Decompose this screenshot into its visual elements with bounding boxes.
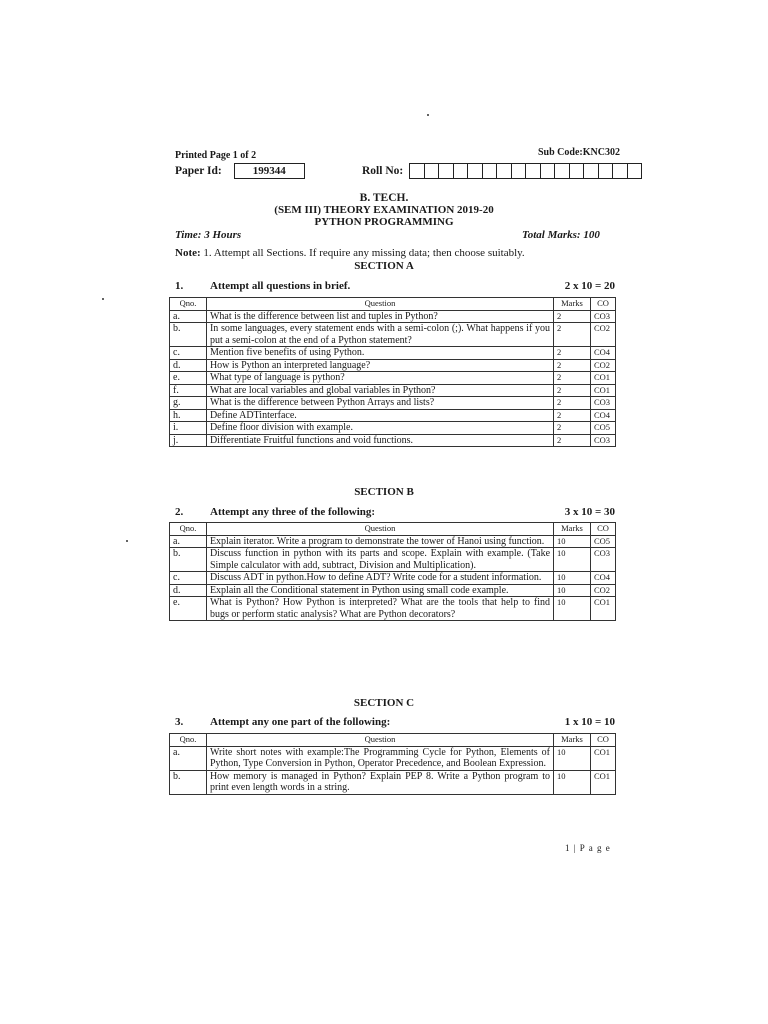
qno-header: Qno. xyxy=(170,298,207,311)
row-co: CO2 xyxy=(590,584,615,597)
row-qno: d. xyxy=(170,359,207,372)
row-question: What is the difference between Python Arrays and lists? xyxy=(206,397,553,410)
roll-no-box xyxy=(424,163,439,179)
qno-header: Qno. xyxy=(170,523,207,536)
table-header-row xyxy=(170,523,616,536)
table-row xyxy=(170,535,616,548)
roll-no-boxes xyxy=(409,163,642,179)
row-marks: 10 xyxy=(554,572,591,585)
section-b-title: SECTION B xyxy=(354,486,414,498)
section-b-rows xyxy=(170,535,616,621)
qno-header: Qno. xyxy=(170,734,207,747)
marks-header: Marks xyxy=(554,298,591,311)
row-qno: h. xyxy=(170,409,207,422)
question-number: 2. xyxy=(175,506,184,518)
row-co: CO3 xyxy=(590,397,615,410)
row-co: CO4 xyxy=(590,572,615,585)
time-label: Time: 3 Hours xyxy=(175,229,242,241)
section-a-table xyxy=(169,297,616,447)
row-question: How is Python an interpreted language? xyxy=(206,359,553,372)
row-marks: 2 xyxy=(554,359,591,372)
page-footer: 1 | P a g e xyxy=(565,843,611,853)
row-co: CO2 xyxy=(590,323,615,347)
roll-no-box xyxy=(511,163,526,179)
printed-page-label: Printed Page 1 of 2 xyxy=(175,150,257,161)
roll-no-box xyxy=(453,163,468,179)
row-co: CO4 xyxy=(590,409,615,422)
question-number: 1. xyxy=(175,280,184,292)
marks-header: Marks xyxy=(554,523,591,536)
row-marks: 2 xyxy=(554,347,591,360)
note-label: Note: xyxy=(175,247,201,259)
row-marks: 2 xyxy=(554,422,591,435)
roll-no-box xyxy=(598,163,613,179)
question-header: Question xyxy=(206,523,553,536)
row-marks: 2 xyxy=(554,372,591,385)
row-question: Define ADTinterface. xyxy=(206,409,553,422)
row-co: CO2 xyxy=(590,359,615,372)
row-co: CO1 xyxy=(590,770,615,794)
section-marks: 3 x 10 = 30 xyxy=(564,506,615,518)
row-marks: 10 xyxy=(554,597,591,621)
row-question: Write short notes with example:The Programming Cycle for Python, Elements of Python, Type Conversion in Python, Operator Precedence, and Boolean Expression. xyxy=(206,746,553,770)
note-text: 1. Attempt all Sections. If require any missing data; then choose suitably. xyxy=(203,247,525,259)
table-row xyxy=(170,397,616,410)
exam-title: (SEM III) THEORY EXAMINATION 2019-20 xyxy=(274,204,494,216)
row-marks: 10 xyxy=(554,548,591,572)
section-c-rows xyxy=(170,746,616,794)
roll-no-box xyxy=(467,163,482,179)
co-header: CO xyxy=(590,298,615,311)
table-row xyxy=(170,310,616,323)
row-qno: b. xyxy=(170,548,207,572)
section-a-title: SECTION A xyxy=(354,260,414,272)
row-qno: b. xyxy=(170,770,207,794)
section-instruction: Attempt all questions in brief. xyxy=(210,280,351,292)
co-header: CO xyxy=(590,523,615,536)
section-b-table xyxy=(169,522,616,621)
section-marks: 2 x 10 = 20 xyxy=(564,280,615,292)
row-co: CO3 xyxy=(590,434,615,447)
section-instruction: Attempt any three of the following: xyxy=(210,506,376,518)
row-question: Discuss function in python with its parts and scope. Explain with example. (Take Simple calculator with add, subtract, Division and Multiplication). xyxy=(206,548,553,572)
row-marks: 2 xyxy=(554,409,591,422)
roll-no-box xyxy=(540,163,555,179)
table-header-row xyxy=(170,298,616,311)
scan-speck xyxy=(427,114,429,116)
table-row xyxy=(170,770,616,794)
row-co: CO1 xyxy=(590,384,615,397)
row-question: Differentiate Fruitful functions and void functions. xyxy=(206,434,553,447)
row-question: How memory is managed in Python? Explain PEP 8. Write a Python program to print even length words in a string. xyxy=(206,770,553,794)
row-question: What is the difference between list and tuples in Python? xyxy=(206,310,553,323)
question-header: Question xyxy=(206,298,553,311)
row-co: CO1 xyxy=(590,746,615,770)
paper-id-row xyxy=(175,163,305,179)
table-row xyxy=(170,372,616,385)
row-marks: 2 xyxy=(554,310,591,323)
row-marks: 2 xyxy=(554,323,591,347)
row-qno: g. xyxy=(170,397,207,410)
row-question: What is Python? How Python is interpreted? What are the tools that help to find bugs or perform static analysis? What are Python decorators? xyxy=(206,597,553,621)
roll-no-box xyxy=(569,163,584,179)
row-qno: i. xyxy=(170,422,207,435)
row-co: CO3 xyxy=(590,310,615,323)
question-number: 3. xyxy=(175,716,184,728)
roll-no-row xyxy=(362,163,642,179)
row-co: CO5 xyxy=(590,422,615,435)
row-qno: c. xyxy=(170,572,207,585)
roll-no-box xyxy=(627,163,643,179)
table-row xyxy=(170,347,616,360)
table-header-row xyxy=(170,734,616,747)
table-row xyxy=(170,434,616,447)
row-marks: 10 xyxy=(554,584,591,597)
roll-no-box xyxy=(612,163,627,179)
table-row xyxy=(170,746,616,770)
table-row xyxy=(170,323,616,347)
section-c-table xyxy=(169,733,616,795)
table-row xyxy=(170,409,616,422)
total-marks-label: Total Marks: 100 xyxy=(522,229,600,241)
roll-no-box xyxy=(525,163,540,179)
row-marks: 10 xyxy=(554,746,591,770)
row-marks: 2 xyxy=(554,397,591,410)
row-co: CO4 xyxy=(590,347,615,360)
row-qno: c. xyxy=(170,347,207,360)
roll-no-box xyxy=(409,163,424,179)
note xyxy=(175,247,525,259)
row-question: Mention five benefits of using Python. xyxy=(206,347,553,360)
roll-no-box xyxy=(583,163,598,179)
row-marks: 2 xyxy=(554,434,591,447)
table-row xyxy=(170,422,616,435)
row-qno: a. xyxy=(170,535,207,548)
paper-id-label: Paper Id: xyxy=(175,165,222,177)
row-qno: d. xyxy=(170,584,207,597)
subject-title: PYTHON PROGRAMMING xyxy=(314,216,454,228)
roll-no-box xyxy=(554,163,569,179)
section-marks: 1 x 10 = 10 xyxy=(564,716,615,728)
row-question: Explain all the Conditional statement in Python using small code example. xyxy=(206,584,553,597)
scan-speck xyxy=(102,298,104,300)
row-marks: 2 xyxy=(554,384,591,397)
table-row xyxy=(170,572,616,585)
row-marks: 10 xyxy=(554,535,591,548)
row-question: Discuss ADT in python.How to define ADT? Write code for a student information. xyxy=(206,572,553,585)
row-co: CO1 xyxy=(590,372,615,385)
roll-no-box xyxy=(496,163,511,179)
roll-no-label: Roll No: xyxy=(362,165,404,177)
row-qno: e. xyxy=(170,372,207,385)
table-row xyxy=(170,584,616,597)
row-question: Explain iterator. Write a program to demonstrate the tower of Hanoi using function. xyxy=(206,535,553,548)
paper-id-value: 199344 xyxy=(234,163,305,179)
row-co: CO5 xyxy=(590,535,615,548)
row-qno: f. xyxy=(170,384,207,397)
row-co: CO3 xyxy=(590,548,615,572)
row-co: CO1 xyxy=(590,597,615,621)
row-qno: a. xyxy=(170,746,207,770)
roll-no-box xyxy=(482,163,497,179)
section-c-title: SECTION C xyxy=(353,697,415,709)
table-row xyxy=(170,384,616,397)
co-header: CO xyxy=(590,734,615,747)
row-qno: j. xyxy=(170,434,207,447)
section-a-rows xyxy=(170,310,616,447)
program-title: B. TECH. xyxy=(359,192,409,204)
sub-code-label: Sub Code:KNC302 xyxy=(538,147,620,158)
table-row xyxy=(170,548,616,572)
row-question: In some languages, every statement ends with a semi-colon (;). What happens if you put a semi-colon at the end of a Python statement? xyxy=(206,323,553,347)
table-row xyxy=(170,359,616,372)
row-question: Define floor division with example. xyxy=(206,422,553,435)
row-marks: 10 xyxy=(554,770,591,794)
roll-no-box xyxy=(438,163,453,179)
row-question: What are local variables and global variables in Python? xyxy=(206,384,553,397)
question-header: Question xyxy=(206,734,553,747)
section-instruction: Attempt any one part of the following: xyxy=(210,716,391,728)
row-qno: a. xyxy=(170,310,207,323)
scan-speck xyxy=(126,540,128,542)
row-qno: b. xyxy=(170,323,207,347)
marks-header: Marks xyxy=(554,734,591,747)
table-row xyxy=(170,597,616,621)
row-question: What type of language is python? xyxy=(206,372,553,385)
row-qno: e. xyxy=(170,597,207,621)
